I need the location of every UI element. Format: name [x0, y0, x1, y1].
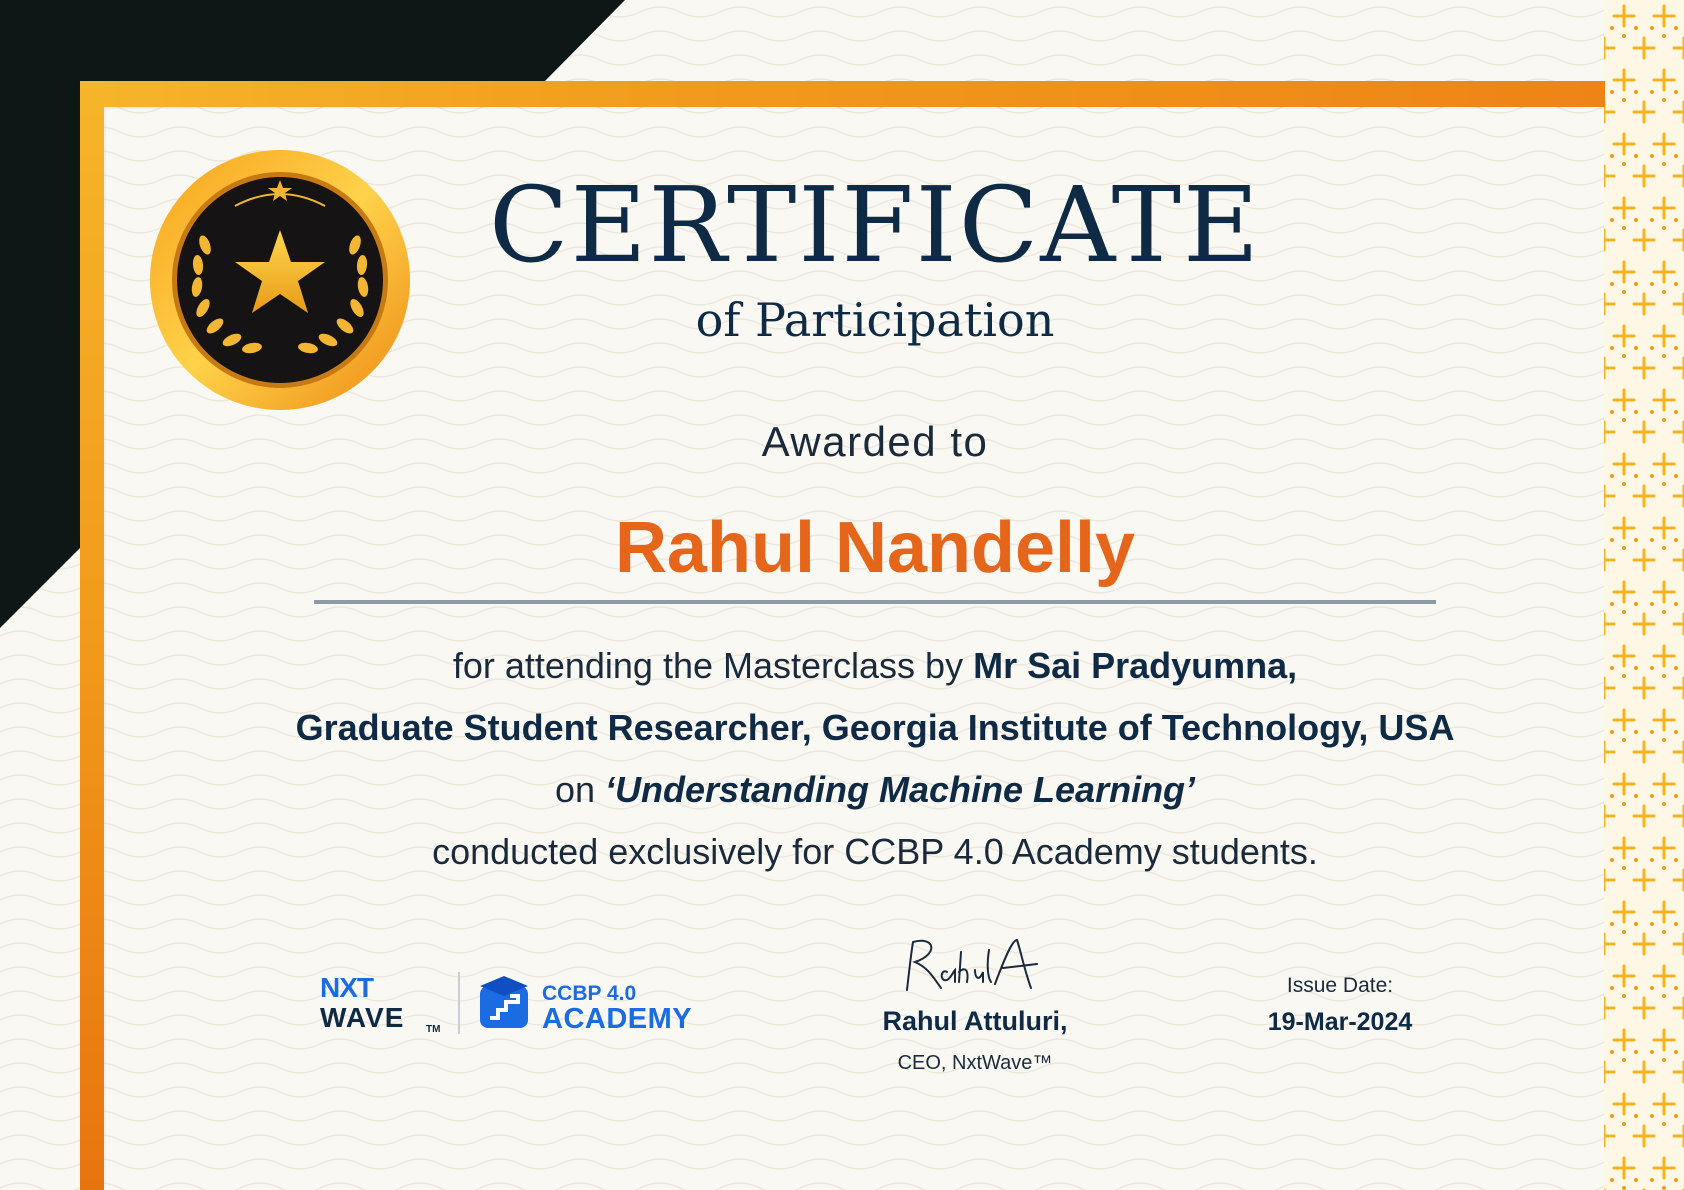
- speaker-name: Mr Sai Pradyumna,: [973, 645, 1298, 686]
- side-pattern-decoration: [1604, 0, 1684, 1190]
- brand-logos: [320, 970, 700, 1040]
- signatory-role: CEO, NxtWave™: [897, 1052, 1053, 1074]
- body-line-1: [200, 642, 1550, 690]
- nxtwave-logo-wave: WAVE: [320, 1002, 405, 1033]
- certificate-subtitle: of Participation: [695, 293, 1055, 347]
- line1-prefix: for attending the Masterclass by: [452, 645, 974, 686]
- issue-date-label: Issue Date:: [1286, 974, 1394, 997]
- nxtwave-logo-nxt: NXT: [320, 972, 373, 1003]
- body-line-4: conducted exclusively for CCBP 4.0 Academy students.: [432, 831, 1318, 872]
- logo-divider: [458, 972, 460, 1034]
- awarded-label: Awarded to: [761, 418, 989, 465]
- star-medal-icon: [150, 150, 410, 410]
- recipient-name: Rahul Nandelly: [614, 508, 1136, 588]
- frame-left-border: [80, 81, 104, 1190]
- name-underline: [314, 600, 1436, 604]
- academy-label: ACADEMY: [542, 1003, 693, 1035]
- frame-top-border: [80, 81, 1605, 107]
- signatory-name: Rahul Attuluri,: [882, 1006, 1068, 1036]
- body-line-3: [200, 766, 1550, 814]
- trademark-mark: TM: [426, 1024, 441, 1035]
- signature-graphic: [895, 932, 1055, 1004]
- issue-date-value: 19-Mar-2024: [1267, 1008, 1413, 1036]
- ccbp-label: CCBP 4.0: [542, 982, 637, 1005]
- speaker-affiliation: Graduate Student Researcher, Georgia Institute of Technology, USA: [295, 707, 1455, 748]
- masterclass-topic: ‘Understanding Machine Learning’: [604, 769, 1196, 810]
- certificate-title: CERTIFICATE: [489, 164, 1261, 286]
- line3-prefix: on: [554, 769, 605, 810]
- academy-logo-icon: [476, 974, 532, 1030]
